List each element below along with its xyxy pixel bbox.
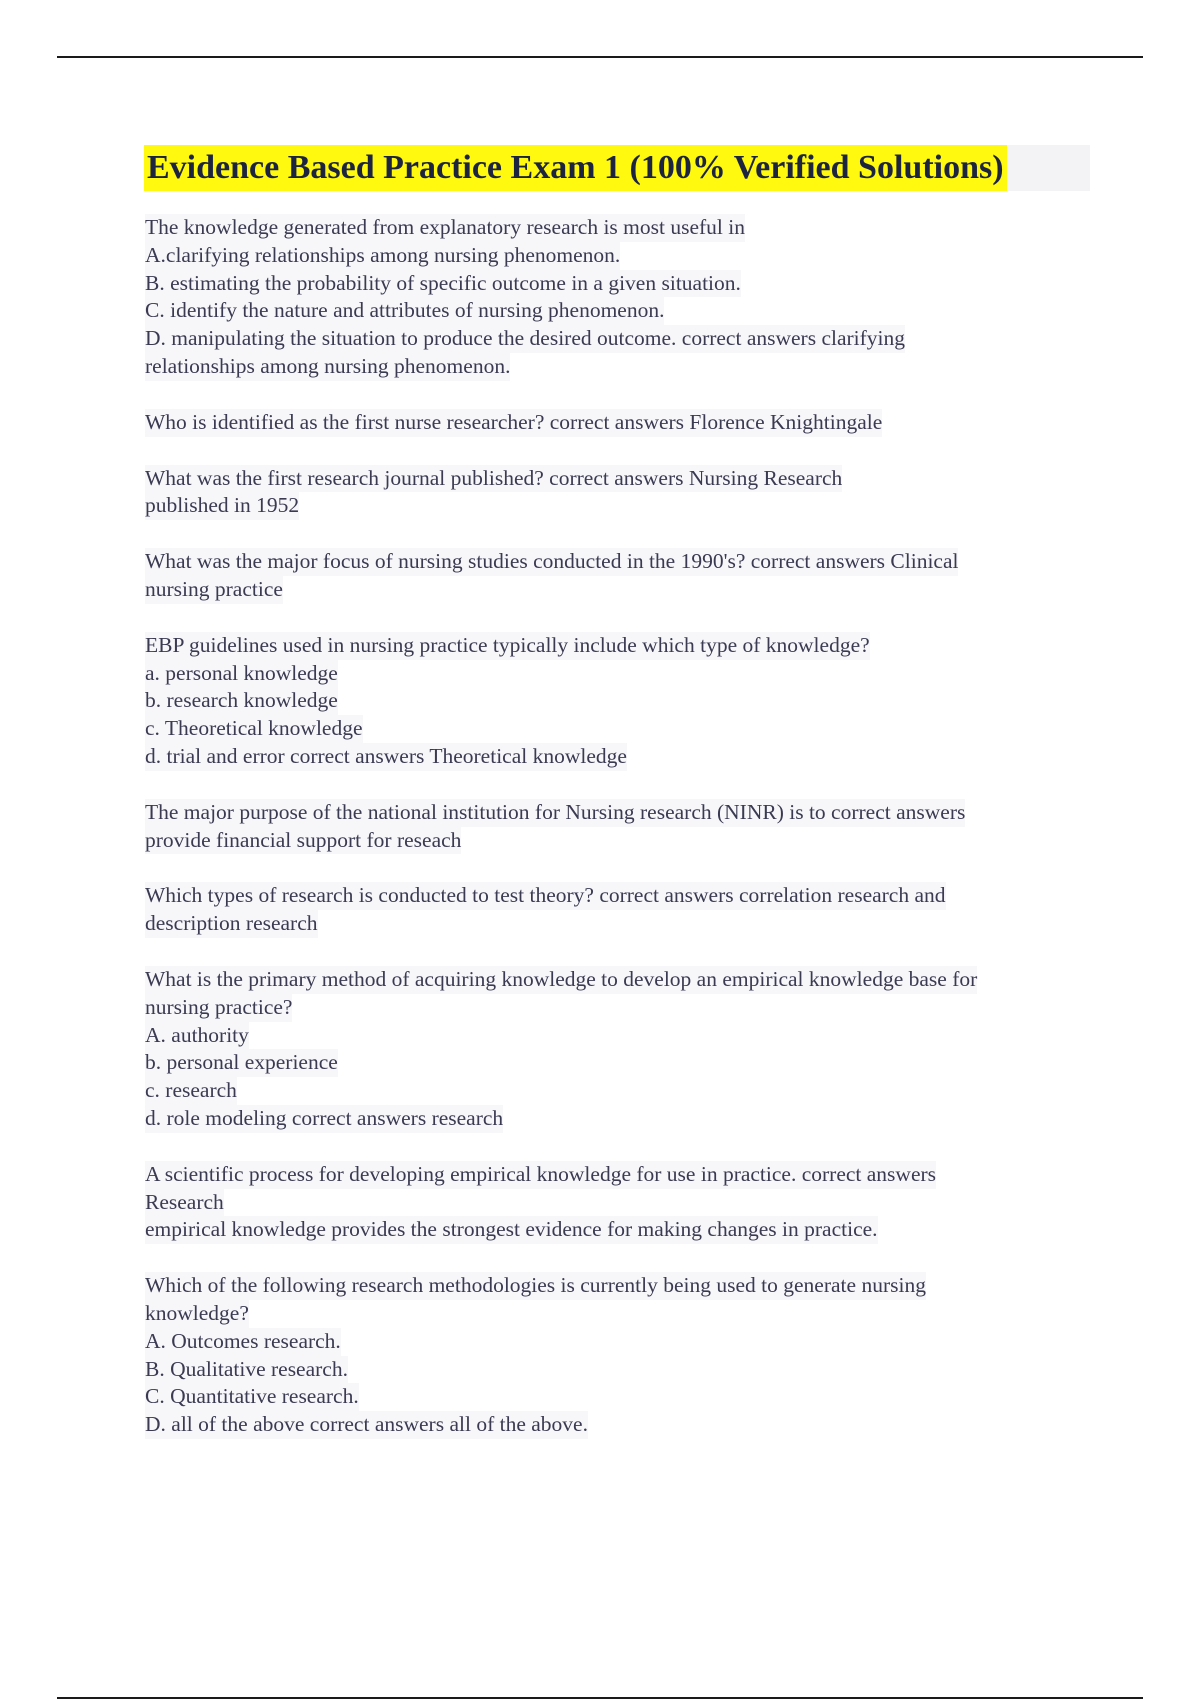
question-text-line: What was the major focus of nursing studies conducted in the 1990's? correct answers Clinical xyxy=(145,548,958,576)
question-text-line: C. Quantitative research. xyxy=(145,1383,359,1411)
question-block xyxy=(145,966,1095,1133)
question-text-line: A.clarifying relationships among nursing phenomenon. xyxy=(145,242,620,270)
question-text-line: d. trial and error correct answers Theoretical knowledge xyxy=(145,743,627,771)
footer-rule xyxy=(57,1697,1143,1699)
question-text-line: provide financial support for reseach xyxy=(145,827,461,855)
header-rule xyxy=(57,56,1143,58)
question-text-line: a. personal knowledge xyxy=(145,660,338,688)
question-block xyxy=(145,409,1095,437)
question-text-line: The knowledge generated from explanatory research is most useful in xyxy=(145,214,745,242)
question-block xyxy=(145,465,1095,521)
question-text-line: Which types of research is conducted to test theory? correct answers correlation research and xyxy=(145,882,946,910)
question-block xyxy=(145,1161,1095,1244)
question-block xyxy=(145,1272,1095,1439)
question-text-line: c. research xyxy=(145,1077,237,1105)
question-block xyxy=(145,214,1095,381)
question-text-line: b. personal experience xyxy=(145,1049,338,1077)
question-text-line: relationships among nursing phenomenon. xyxy=(145,353,510,381)
question-text-line: B. estimating the probability of specific outcome in a given situation. xyxy=(145,270,741,298)
question-text-line: A scientific process for developing empirical knowledge for use in practice. correct answers xyxy=(145,1161,936,1189)
question-block xyxy=(145,882,1095,938)
question-text-line: D. all of the above correct answers all of the above. xyxy=(145,1411,588,1439)
title-band xyxy=(144,145,1090,191)
question-text-line: Who is identified as the first nurse researcher? correct answers Florence Knightingale xyxy=(145,409,882,437)
question-text-line: D. manipulating the situation to produce the desired outcome. correct answers clarifying xyxy=(145,325,905,353)
question-text-line: The major purpose of the national institution for Nursing research (NINR) is to correct answers xyxy=(145,799,965,827)
question-text-line: nursing practice? xyxy=(145,994,292,1022)
question-text-line: empirical knowledge provides the strongest evidence for making changes in practice. xyxy=(145,1216,878,1244)
question-text-line: knowledge? xyxy=(145,1300,249,1328)
question-text-line: What is the primary method of acquiring knowledge to develop an empirical knowledge base for xyxy=(145,966,977,994)
question-text-line: A. Outcomes research. xyxy=(145,1328,341,1356)
question-text-line: Which of the following research methodologies is currently being used to generate nursing xyxy=(145,1272,926,1300)
question-text-line: B. Qualitative research. xyxy=(145,1356,348,1384)
question-text-line: c. Theoretical knowledge xyxy=(145,715,363,743)
question-text-line: C. identify the nature and attributes of nursing phenomenon. xyxy=(145,297,664,325)
document-title: Evidence Based Practice Exam 1 (100% Verified Solutions) xyxy=(144,145,1007,191)
question-text-line: A. authority xyxy=(145,1022,249,1050)
question-text-line: EBP guidelines used in nursing practice typically include which type of knowledge? xyxy=(145,632,870,660)
question-text-line: d. role modeling correct answers research xyxy=(145,1105,503,1133)
question-text-line: Research xyxy=(145,1189,224,1217)
question-text-line: What was the first research journal published? correct answers Nursing Research xyxy=(145,465,842,493)
question-text-line: published in 1952 xyxy=(145,492,299,520)
question-text-line: nursing practice xyxy=(145,576,283,604)
question-block xyxy=(145,799,1095,855)
question-block xyxy=(145,632,1095,771)
question-text-line: description research xyxy=(145,910,318,938)
question-block xyxy=(145,548,1095,604)
question-text-line: b. research knowledge xyxy=(145,687,338,715)
document-body xyxy=(145,214,1095,1467)
